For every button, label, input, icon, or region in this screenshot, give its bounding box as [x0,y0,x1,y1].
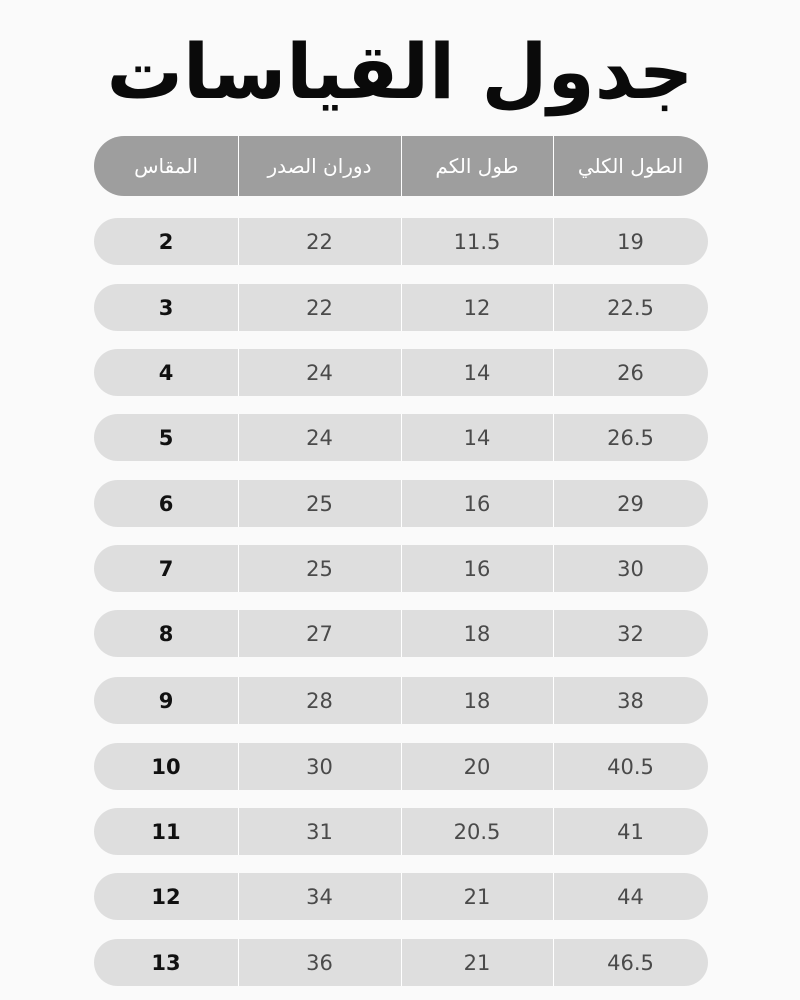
cell-size: 8 [158,621,174,646]
cell-chest: 22 [306,295,333,320]
cell-size: 11 [151,819,181,844]
header-chest: دوران الصدر [267,154,372,178]
table-row [94,414,708,461]
cell-sleeve: 14 [463,425,491,450]
cell-chest: 34 [306,884,333,909]
table-row [94,480,708,527]
table-row [94,939,708,986]
cell-sleeve: 21 [463,884,491,909]
cell-total: 26 [617,360,644,385]
cell-size: 4 [158,360,174,385]
cell-chest: 28 [306,688,333,713]
cell-size: 13 [151,950,181,975]
cell-sleeve: 20.5 [453,819,501,844]
header-size: المقاس [134,154,198,178]
cell-chest: 30 [306,754,333,779]
table-row [94,743,708,790]
cell-size: 9 [158,688,174,713]
table-row [94,284,708,331]
cell-sleeve: 11.5 [453,229,501,254]
cell-chest: 25 [306,556,333,581]
cell-sleeve: 12 [463,295,491,320]
table-row [94,349,708,396]
cell-sleeve: 21 [463,950,491,975]
cell-total: 38 [617,688,644,713]
cell-total: 30 [617,556,644,581]
table-row [94,873,708,920]
cell-size: 3 [158,295,174,320]
cell-sleeve: 18 [463,688,491,713]
cell-total: 44 [617,884,644,909]
cell-size: 7 [158,556,174,581]
cell-size: 6 [158,491,174,516]
cell-size: 2 [158,229,174,254]
table-row [94,610,708,657]
cell-total: 46.5 [607,950,654,975]
cell-size: 12 [151,884,181,909]
cell-total: 32 [617,621,644,646]
cell-sleeve: 16 [463,556,491,581]
table-row [94,808,708,855]
header-sleeve-length: طول الكم [435,154,519,178]
table-row [94,218,708,265]
cell-size: 5 [158,425,174,450]
cell-total: 22.5 [607,295,654,320]
cell-chest: 31 [306,819,333,844]
cell-total: 29 [617,491,644,516]
table-header [94,136,708,196]
cell-total: 26.5 [607,425,654,450]
cell-sleeve: 14 [463,360,491,385]
cell-sleeve: 20 [463,754,491,779]
header-total-length: الطول الكلي [577,154,684,178]
cell-chest: 36 [306,950,333,975]
page-title: جدول القياسات [106,27,694,116]
cell-chest: 27 [306,621,333,646]
cell-total: 40.5 [607,754,654,779]
cell-chest: 25 [306,491,333,516]
cell-total: 19 [617,229,644,254]
cell-sleeve: 18 [463,621,491,646]
table-row [94,677,708,724]
cell-size: 10 [151,754,181,779]
cell-sleeve: 16 [463,491,491,516]
cell-chest: 24 [306,425,333,450]
cell-total: 41 [617,819,644,844]
table-row [94,545,708,592]
cell-chest: 24 [306,360,333,385]
cell-chest: 22 [306,229,333,254]
